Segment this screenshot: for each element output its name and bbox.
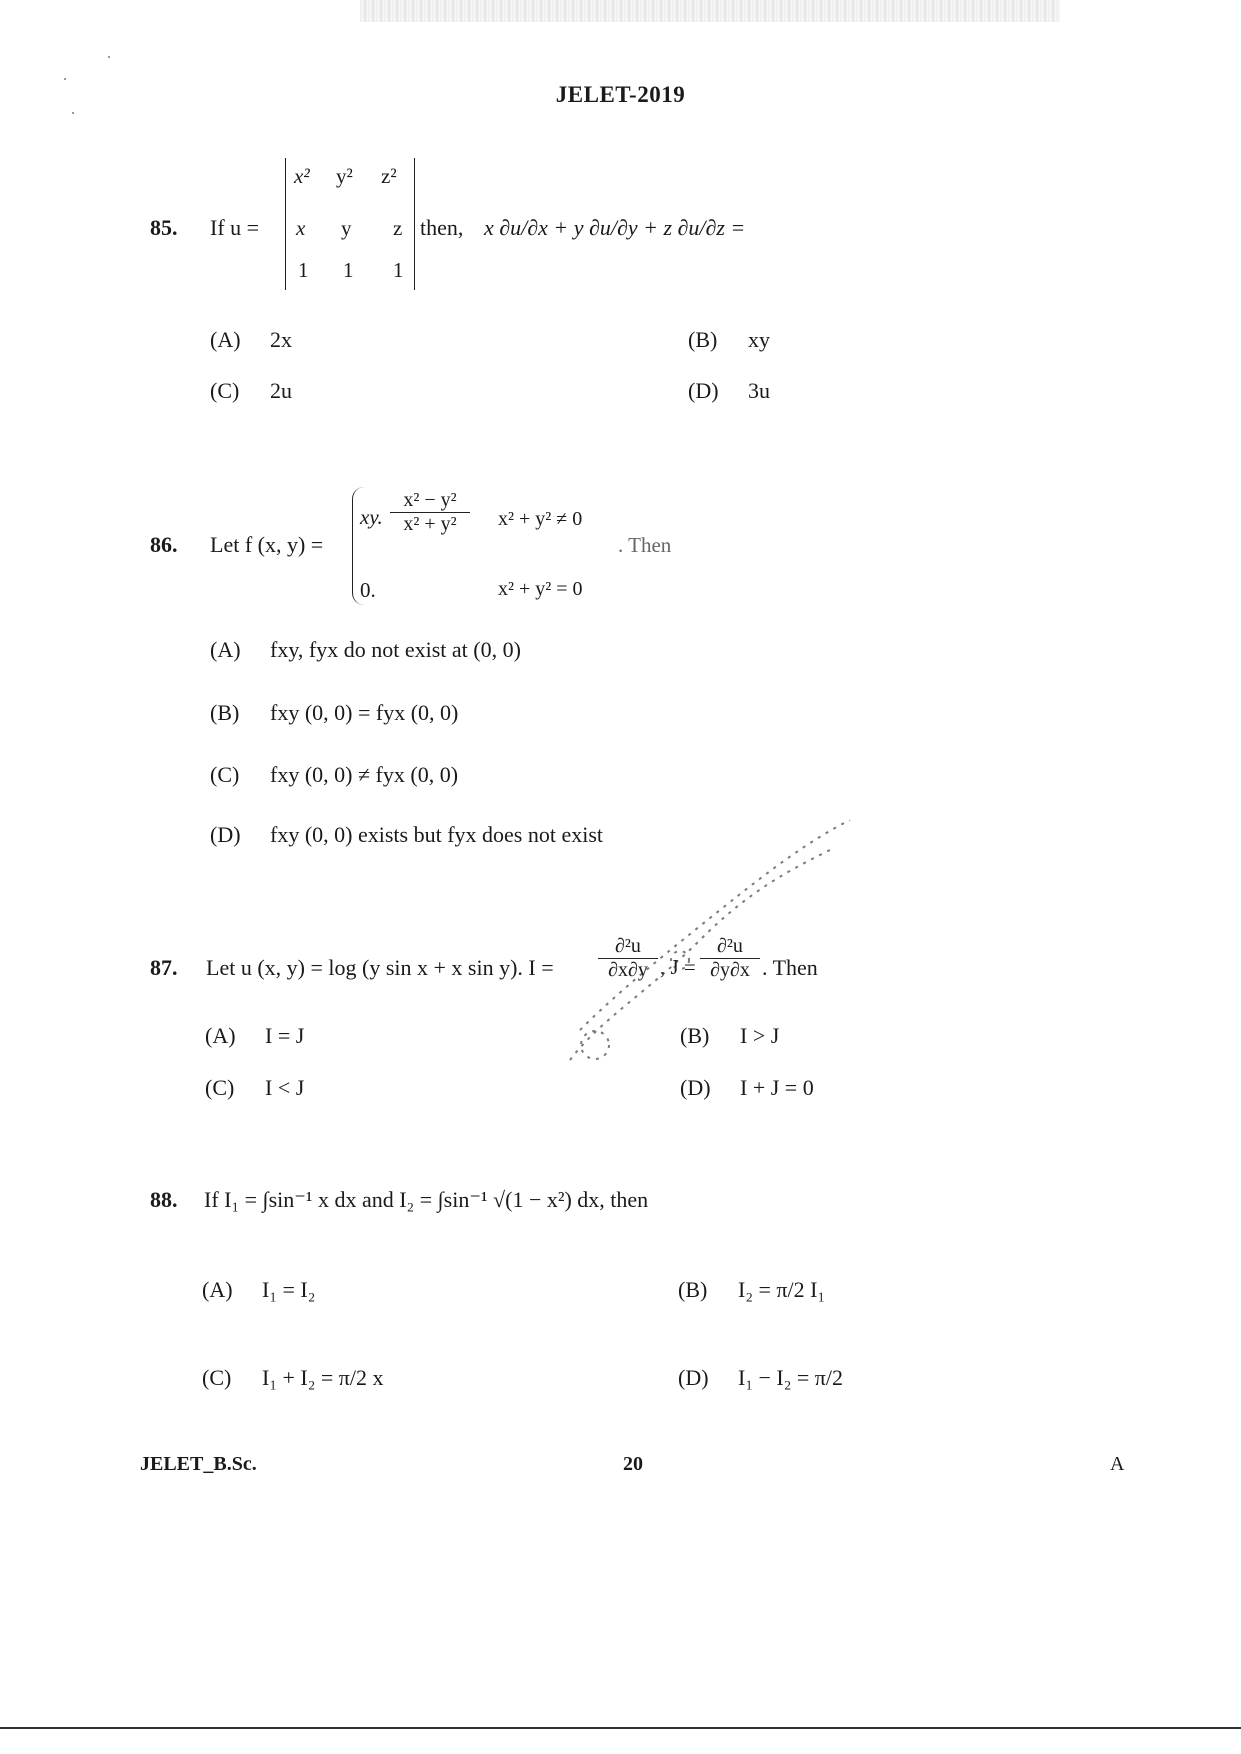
page-number: 20: [623, 1453, 643, 1475]
option-text: fxy (0, 0) exists but fyx does not exist: [270, 822, 604, 847]
option-label: (D): [678, 1365, 709, 1390]
option-a[interactable]: [205, 1023, 304, 1049]
matrix-cell: 1: [298, 258, 309, 282]
scan-noise: [360, 0, 1060, 22]
option-a[interactable]: [210, 637, 521, 663]
option-label: (B): [688, 327, 718, 352]
option-b[interactable]: [688, 327, 770, 353]
option-label: (B): [210, 700, 240, 725]
option-label: (B): [678, 1277, 708, 1302]
scan-speck: [72, 112, 74, 114]
matrix-cell: x: [296, 216, 306, 240]
question-lead: Let u (x, y) = log (y sin x + x sin y). I =: [206, 955, 554, 980]
option-b[interactable]: [210, 700, 458, 726]
bottom-rule: [0, 1727, 1241, 1729]
option-text: fxy (0, 0) ≠ fyx (0, 0): [270, 762, 459, 787]
option-text: xy: [748, 327, 770, 352]
option-label: (C): [210, 378, 240, 403]
matrix-cell: y: [341, 216, 352, 240]
scan-speck: [64, 78, 66, 80]
scan-speck: [108, 56, 110, 58]
option-d[interactable]: [678, 1365, 843, 1391]
option-text: I₁ = I₂: [262, 1277, 316, 1302]
option-label: (B): [680, 1023, 710, 1048]
case1-condition: x² + y² ≠ 0: [498, 508, 583, 530]
option-label: (C): [202, 1365, 232, 1390]
option-text: I₂ = π/2 I₁: [738, 1277, 826, 1302]
option-d[interactable]: [210, 822, 603, 848]
option-a[interactable]: [202, 1277, 315, 1303]
option-label: (A): [210, 637, 241, 662]
option-label: (A): [202, 1277, 233, 1302]
matrix-cell: 1: [343, 258, 354, 282]
option-label: (D): [688, 378, 719, 403]
question-text: If I₁ = ∫sin⁻¹ x dx and I₂ = ∫sin⁻¹ √(1 − x²) dx, then: [204, 1187, 649, 1212]
fraction-numerator: x² − y²: [390, 489, 470, 513]
fraction-denominator: ∂y∂x: [710, 959, 750, 981]
option-text: 3u: [748, 378, 770, 403]
matrix-cell: z²: [381, 164, 397, 188]
fraction-denominator: ∂x∂y: [608, 959, 648, 981]
page-title: JELET-2019: [555, 82, 686, 107]
fraction-numerator: ∂²u: [598, 935, 658, 959]
option-c[interactable]: [210, 762, 458, 788]
matrix-cell: x²: [294, 164, 310, 188]
footer-set: A: [1110, 1453, 1125, 1475]
case2-condition: x² + y² = 0: [498, 578, 583, 600]
matrix-cell: y²: [336, 164, 353, 188]
option-label: (C): [205, 1075, 235, 1100]
option-text: fxy, fyx do not exist at (0, 0): [270, 637, 521, 662]
question-number: 88.: [150, 1187, 178, 1212]
option-text: I₁ − I₂ = π/2: [738, 1365, 844, 1390]
option-label: (C): [210, 762, 240, 787]
question-lead: Let f (x, y) =: [210, 532, 324, 557]
option-label: (A): [210, 327, 241, 352]
matrix-cell: 1: [393, 258, 404, 282]
j-label: , J =: [660, 955, 696, 979]
question-lead: If u =: [210, 215, 260, 240]
case1-fraction: [390, 489, 470, 536]
question-number: 87.: [150, 955, 178, 980]
question-tail: . Then: [618, 533, 672, 557]
footer-code: JELET_B.Sc.: [140, 1453, 257, 1475]
option-text: I = J: [265, 1023, 305, 1048]
option-label: (A): [205, 1023, 236, 1048]
option-text: I + J = 0: [740, 1075, 814, 1100]
determinant: [285, 158, 415, 290]
option-label: (D): [210, 822, 241, 847]
option-text: I₁ + I₂ = π/2 x: [262, 1365, 384, 1390]
case2-expression: 0.: [360, 578, 376, 602]
option-c[interactable]: [205, 1075, 304, 1101]
option-b[interactable]: [678, 1277, 825, 1303]
option-c[interactable]: [202, 1365, 384, 1391]
option-label: (D): [680, 1075, 711, 1100]
option-text: I > J: [740, 1023, 780, 1048]
option-text: 2x: [270, 327, 292, 352]
case1-expression: xy.: [360, 505, 383, 529]
option-d[interactable]: [680, 1075, 814, 1101]
stamp-watermark: [560, 820, 860, 1070]
option-c[interactable]: [210, 378, 292, 404]
question-number: 85.: [150, 215, 178, 240]
matrix-cell: z: [393, 216, 403, 240]
fraction-numerator: ∂²u: [700, 935, 760, 959]
question-tail: . Then: [762, 955, 818, 980]
option-text: fxy (0, 0) = fyx (0, 0): [270, 700, 459, 725]
question-tail: then,: [420, 215, 464, 240]
question-expression: x ∂u/∂x + y ∂u/∂y + z ∂u/∂z =: [484, 215, 746, 240]
option-a[interactable]: [210, 327, 292, 353]
option-d[interactable]: [688, 378, 770, 404]
option-text: 2u: [270, 378, 292, 403]
question-number: 86.: [150, 532, 178, 557]
option-text: I < J: [265, 1075, 305, 1100]
fraction-denominator: x² + y²: [403, 513, 457, 535]
